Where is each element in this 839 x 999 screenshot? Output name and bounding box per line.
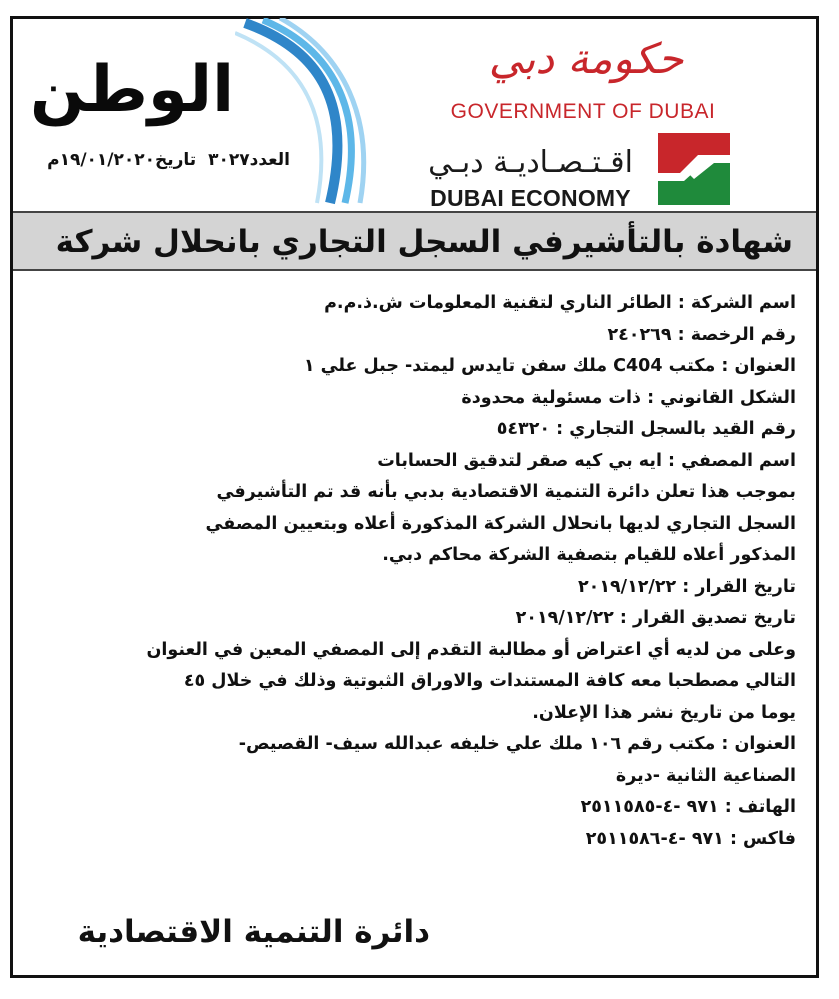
license-number-line: رقم الرخصة : ٢٤٠٢٦٩ (607, 324, 796, 345)
fax-line: فاكس : ٩٧١ -٤-٢٥١١٥٨٦ (585, 828, 796, 849)
dubai-economy-logo-icon (658, 133, 730, 205)
notice-title: شهادة بالتأشيرفي السجل التجاري بانحلال شركة (55, 224, 793, 260)
government-logo-english: GOVERNMENT OF DUBAI (450, 100, 716, 123)
liquidator-address-line: العنوان : مكتب رقم ١٠٦ ملك علي خليفه عبدالله سيف- القصيص- (238, 734, 796, 754)
notice-body (34, 288, 796, 855)
dubai-economy-arabic: اقـتـصـاديـة دبـي (428, 145, 633, 180)
company-name-line: اسم الشركة : الطائر الناري لتقنية المعلومات ش.ذ.م.م (324, 293, 796, 313)
announcement-line: المذكور أعلاه للقيام بتصفية الشركة محاكم دبي. (382, 545, 796, 565)
swoosh-graphic (235, 18, 370, 208)
phone-line: الهاتف : ٩٧١ -٤-٢٥١١٥٨٥ (580, 797, 796, 817)
issue-info (30, 150, 290, 170)
liquidator-line: اسم المصفي : ايه بي كيه صقر لتدقيق الحسابات (377, 450, 796, 471)
announcement-line: السجل التجاري لديها بانحلال الشركة المذكورة أعلاه وبتعيين المصفي (205, 513, 796, 534)
issuer-signature: دائرة التنمية الاقتصادية (77, 914, 430, 950)
decision-date-line: تاريخ القرار : ٢٠١٩/١٢/٢٢ (577, 576, 796, 597)
objection-line: يوما من تاريخ نشر هذا الإعلان. (532, 702, 796, 723)
title-band (13, 211, 816, 271)
announcement-line: بموجب هذا تعلن دائرة التنمية الاقتصادية بدبي بأنه قد تم التأشيرفي (216, 482, 796, 502)
objection-line: التالي مصطحبا معه كافة المستندات والاوراق الثبوتية وذلك في خلال ٤٥ (183, 671, 796, 691)
newspaper-logo: الوطن (30, 53, 234, 127)
objection-line: وعلى من لديه أي اعتراض أو مطالبة التقدم إلى المصفي المعين في العنوان (146, 639, 796, 660)
issue-number: العدد٣٠٢٧ (208, 150, 290, 170)
government-logo-arabic: حكومة دبي (488, 34, 684, 83)
address-line: العنوان : مكتب C404 ملك سفن تايدس ليمتد- جبل علي ١ (303, 356, 796, 376)
registration-number-line: رقم القيد بالسجل التجاري : ٥٤٣٢٠ (496, 419, 796, 439)
legal-form-line: الشكل القانوني : ذات مسئولية محدودة (461, 387, 796, 408)
decision-approval-date-line: تاريخ تصديق القرار : ٢٠١٩/١٢/٢٢ (515, 608, 796, 628)
issue-date: تاريخ١٩/٠١/٢٠٢٠م (47, 150, 197, 170)
liquidator-address-line: الصناعية الثانية -ديرة (615, 765, 796, 786)
dubai-economy-english: DUBAI ECONOMY (430, 185, 631, 211)
